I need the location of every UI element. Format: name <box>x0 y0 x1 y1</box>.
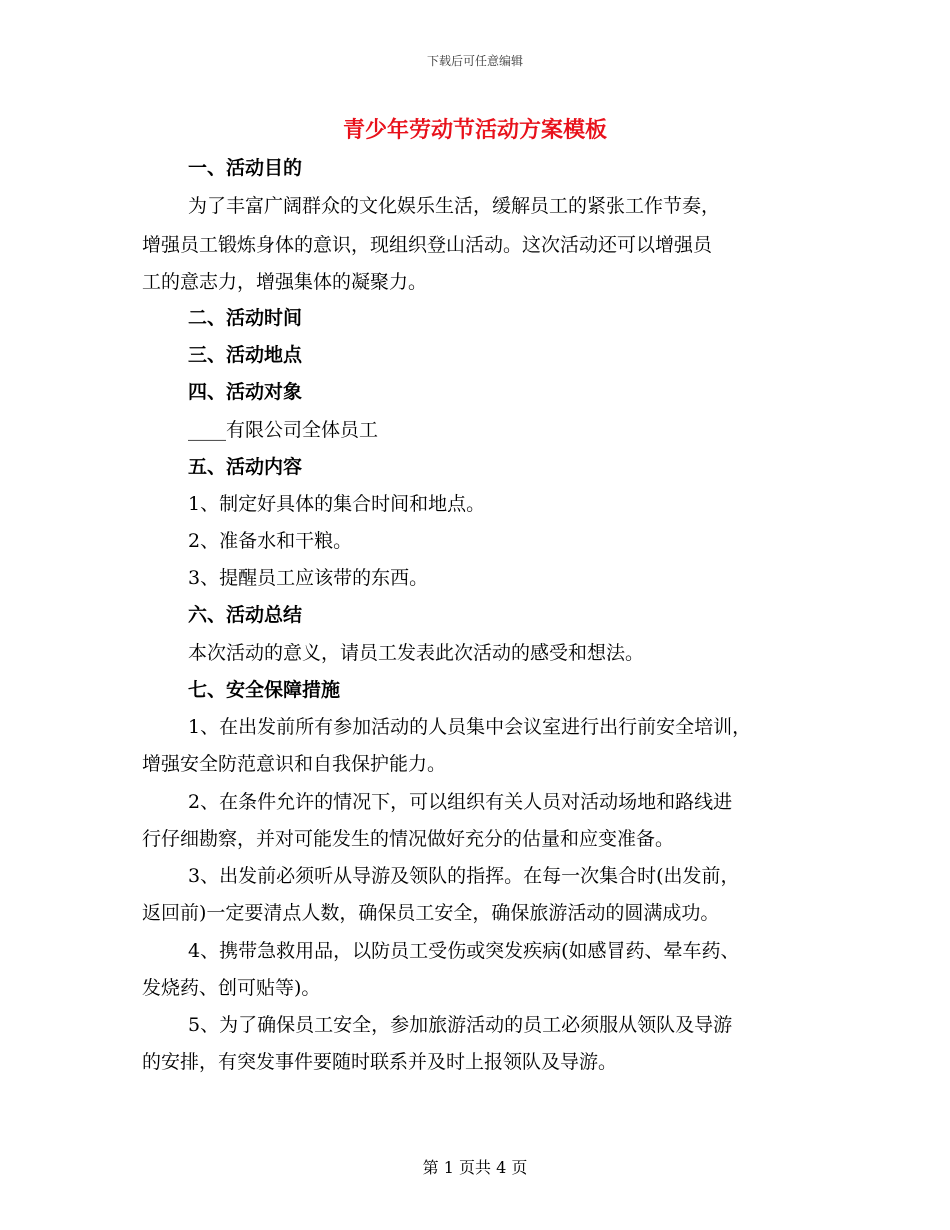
section-heading-summary: 六、活动总结 <box>188 604 303 626</box>
section-heading-purpose: 一、活动目的 <box>188 157 303 179</box>
list-item: 1、制定好具体的集合时间和地点。 <box>188 493 486 515</box>
body-line: 增强员工锻炼身体的意识，现组织登山活动。这次活动还可以增强员 <box>142 234 713 256</box>
body-line: 工的意志力，增强集体的凝聚力。 <box>142 271 428 293</box>
page-header-note: 下载后可任意编辑 <box>426 54 523 68</box>
list-item: 4、携带急救用品，以防员工受伤或突发疾病(如感冒药、晕车药、 <box>188 940 740 962</box>
document-title: 青少年劳动节活动方案模板 <box>342 117 607 143</box>
body-line: 发烧药、创可贴等)。 <box>142 977 321 999</box>
body-line: 的安排，有突发事件要随时联系并及时上报领队及导游。 <box>142 1051 618 1073</box>
list-item: 3、出发前必须听从导游及领队的指挥。在每一次集合时(出发前， <box>188 865 740 887</box>
section-heading-participants: 四、活动对象 <box>188 381 303 403</box>
body-line: 为了丰富广阔群众的文化娱乐生活，缓解员工的紧张工作节奏， <box>188 195 721 217</box>
body-line: 增强安全防范意识和自我保护能力。 <box>142 753 447 775</box>
body-line: 本次活动的意义，请员工发表此次活动的感受和想法。 <box>188 642 645 664</box>
section-heading-content: 五、活动内容 <box>188 456 303 478</box>
section-heading-safety: 七、安全保障措施 <box>188 679 341 701</box>
body-line: 行仔细勘察，并对可能发生的情况做好充分的估量和应变准备。 <box>142 828 675 850</box>
list-item: 2、在条件允许的情况下，可以组织有关人员对活动场地和路线进 <box>188 791 733 813</box>
section-heading-time: 二、活动时间 <box>188 307 303 329</box>
section-heading-location: 三、活动地点 <box>188 344 303 366</box>
list-item: 3、提醒员工应该带的东西。 <box>188 567 429 589</box>
body-line: 返回前)一定要清点人数，确保员工安全，确保旅游活动的圆满成功。 <box>142 902 720 924</box>
page-number: 第 1 页共 4 页 <box>422 1158 528 1177</box>
body-line: ____有限公司全体员工 <box>188 419 379 441</box>
list-item: 1、在出发前所有参加活动的人员集中会议室进行出行前安全培训， <box>188 716 752 738</box>
list-item: 2、准备水和干粮。 <box>188 530 353 552</box>
list-item: 5、为了确保员工安全，参加旅游活动的员工必须服从领队及导游 <box>188 1014 733 1036</box>
